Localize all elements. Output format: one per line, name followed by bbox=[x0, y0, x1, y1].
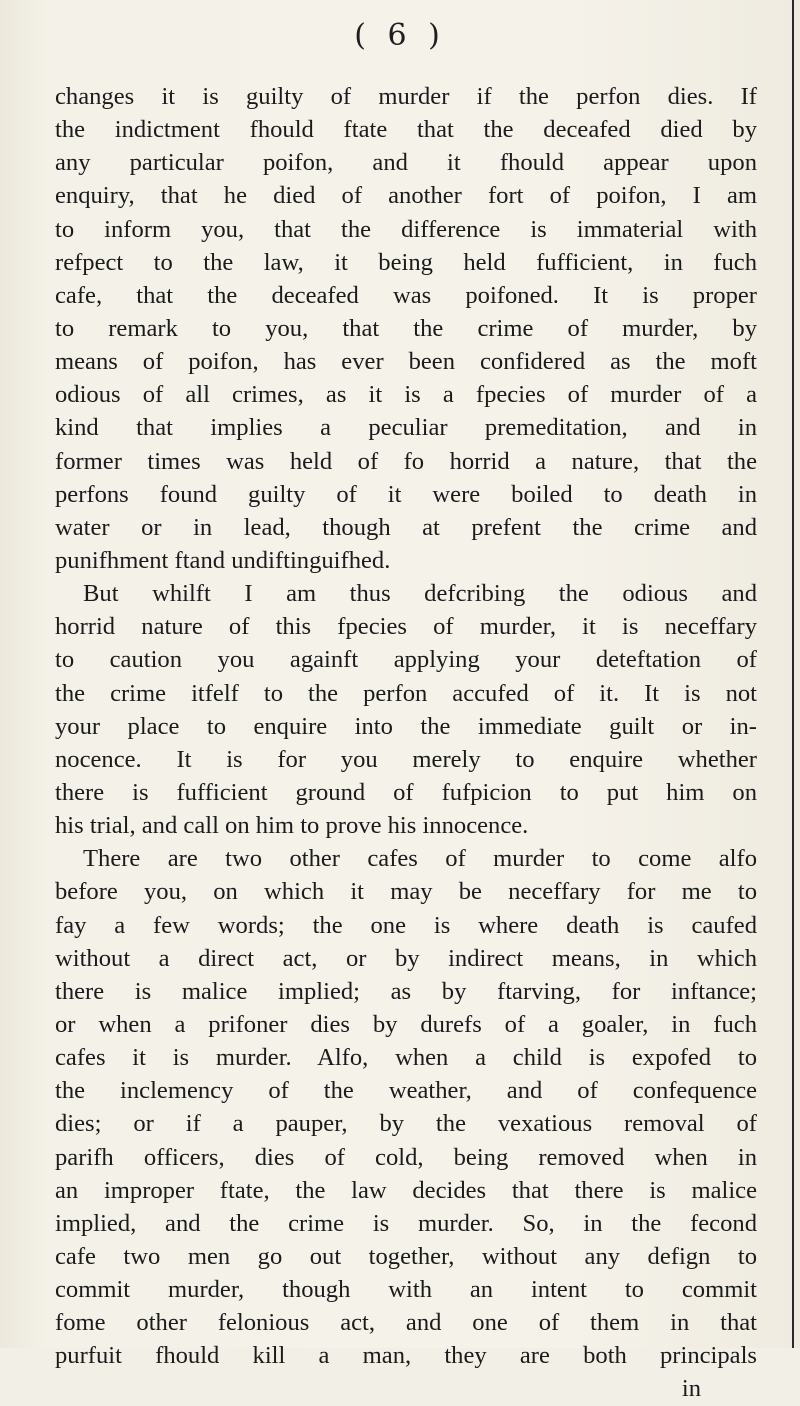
text-line: or when a prifoner dies by durefs of a goaler, in fuch bbox=[55, 1010, 757, 1038]
text-line: means of poifon, has ever been confidered as the moft bbox=[55, 348, 757, 376]
text-line: refpect to the law, it being held fufficient, in fuch bbox=[55, 248, 757, 276]
text-line: before you, on which it may be neceffary for me to bbox=[55, 878, 757, 906]
text-line: water or in lead, though at prefent the crime and bbox=[55, 513, 757, 541]
text-line: cafes it is murder. Alfo, when a child is expofed to bbox=[55, 1044, 757, 1072]
text-line: his trial, and call on him to prove his innocence. bbox=[55, 812, 529, 840]
text-line: to inform you, that the difference is immaterial with bbox=[55, 215, 757, 243]
text-line: the crime itfelf to the perfon accufed of it. It is not bbox=[55, 679, 757, 707]
text-line: to remark to you, that the crime of murder, by bbox=[55, 314, 757, 342]
text-line: odious of all crimes, as it is a fpecies of murder of a bbox=[55, 381, 757, 409]
text-line: enquiry, that he died of another fort of poifon, I am bbox=[55, 182, 757, 210]
text-line: the inclemency of the weather, and of confequence bbox=[55, 1077, 757, 1105]
text-line: without a direct act, or by indirect means, in which bbox=[55, 944, 757, 972]
text-line: to caution you againft applying your deteftation of bbox=[55, 646, 757, 674]
text-line: purfuit fhould kill a man, they are both principals bbox=[55, 1342, 757, 1370]
page-number: ( 6 ) bbox=[354, 18, 446, 53]
text-line: perfons found guilty of it were boiled to death in bbox=[55, 480, 757, 508]
text-line: changes it is guilty of murder if the perfon dies. If bbox=[55, 83, 757, 110]
text-line: There are two other cafes of murder to come alfo bbox=[83, 845, 757, 873]
text-line: cafe two men go out together, without any defign to bbox=[55, 1242, 757, 1270]
page-edge-line bbox=[792, 0, 794, 1348]
text-line: fome other felonious act, and one of them in that bbox=[55, 1309, 757, 1337]
text-line: cafe, that the deceafed was poifoned. It is proper bbox=[55, 281, 757, 309]
text-line: an improper ftate, the law decides that there is malice bbox=[55, 1176, 757, 1204]
text-line: punifhment ftand undiftinguifhed. bbox=[55, 546, 391, 574]
text-line: implied, and the crime is murder. So, in the fecond bbox=[55, 1209, 757, 1237]
text-line: dies; or if a pauper, by the vexatious removal of bbox=[55, 1110, 757, 1138]
text-line: horrid nature of this fpecies of murder, it is neceffary bbox=[55, 613, 757, 641]
text-line: parifh officers, dies of cold, being removed when in bbox=[55, 1143, 757, 1171]
text-line: your place to enquire into the immediate guilt or in- bbox=[55, 712, 757, 740]
text-line: kind that implies a peculiar premeditation, and in bbox=[55, 414, 757, 442]
text-line: there is malice implied; as by ftarving, for inftance; bbox=[55, 977, 757, 1005]
text-line: in bbox=[681, 1375, 701, 1403]
text-line: former times was held of fo horrid a nature, that the bbox=[55, 447, 757, 475]
text-line: fay a few words; the one is where death is caufed bbox=[55, 911, 757, 939]
text-line: the indictment fhould ftate that the deceafed died by bbox=[55, 116, 757, 144]
text-line: But whilft I am thus defcribing the odious and bbox=[83, 580, 757, 608]
text-line: any particular poifon, and it fhould appear upon bbox=[55, 149, 757, 177]
text-line: there is fufficient ground of fufpicion to put him on bbox=[55, 778, 757, 806]
body-text bbox=[55, 80, 757, 1406]
text-line: commit murder, though with an intent to commit bbox=[55, 1276, 757, 1304]
text-line: nocence. It is for you merely to enquire whether bbox=[55, 745, 757, 773]
